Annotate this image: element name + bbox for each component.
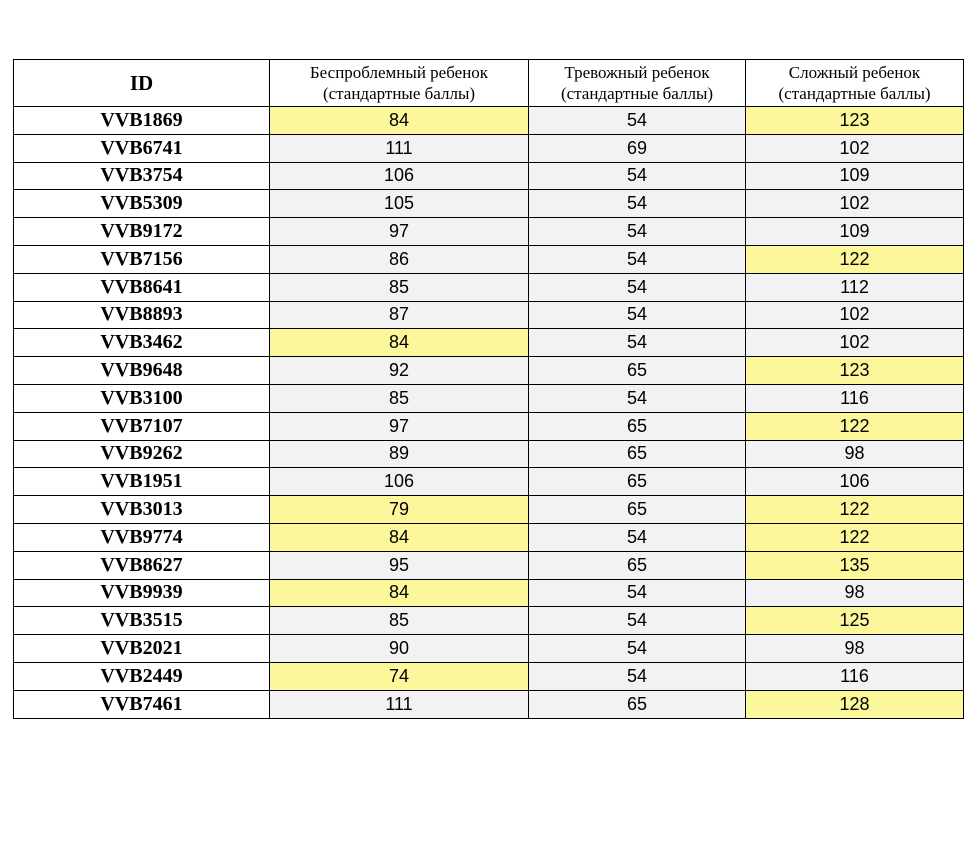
cell-anxious-score: 54 xyxy=(529,273,746,301)
cell-difficult-score: 122 xyxy=(746,523,964,551)
cell-untroubled-score: 106 xyxy=(270,468,529,496)
cell-difficult-score: 123 xyxy=(746,107,964,135)
table-row xyxy=(14,635,964,663)
cell-anxious-score: 54 xyxy=(529,384,746,412)
cell-anxious-score: 65 xyxy=(529,551,746,579)
cell-id: VVB9648 xyxy=(14,357,270,385)
cell-untroubled-score: 79 xyxy=(270,496,529,524)
header-difficult-child xyxy=(746,60,964,107)
table-row xyxy=(14,440,964,468)
table-header xyxy=(14,60,964,107)
header-anxious-child-unit: (стандартные баллы) xyxy=(560,84,714,103)
cell-id: VVB9172 xyxy=(14,218,270,246)
header-difficult-child-title: Сложный ребенок xyxy=(788,63,921,82)
cell-anxious-score: 54 xyxy=(529,662,746,690)
cell-difficult-score: 122 xyxy=(746,245,964,273)
cell-anxious-score: 54 xyxy=(529,301,746,329)
cell-untroubled-score: 111 xyxy=(270,134,529,162)
cell-id: VVB3515 xyxy=(14,607,270,635)
table-row xyxy=(14,273,964,301)
table-row xyxy=(14,662,964,690)
table-row xyxy=(14,412,964,440)
cell-anxious-score: 65 xyxy=(529,357,746,385)
cell-untroubled-score: 106 xyxy=(270,162,529,190)
table-row xyxy=(14,468,964,496)
cell-difficult-score: 109 xyxy=(746,162,964,190)
cell-id: VVB3754 xyxy=(14,162,270,190)
cell-id: VVB1869 xyxy=(14,107,270,135)
cell-anxious-score: 54 xyxy=(529,218,746,246)
cell-untroubled-score: 84 xyxy=(270,579,529,607)
table-row xyxy=(14,107,964,135)
cell-id: VVB6741 xyxy=(14,134,270,162)
header-anxious-child-title: Тревожный ребенок xyxy=(564,63,710,82)
cell-id: VVB7156 xyxy=(14,245,270,273)
header-untroubled-child-title: Беспроблемный ребенок xyxy=(309,63,489,82)
table-row xyxy=(14,496,964,524)
cell-untroubled-score: 105 xyxy=(270,190,529,218)
table-row xyxy=(14,218,964,246)
header-row xyxy=(14,60,964,107)
cell-anxious-score: 65 xyxy=(529,690,746,718)
cell-untroubled-score: 90 xyxy=(270,635,529,663)
cell-untroubled-score: 85 xyxy=(270,607,529,635)
table-row xyxy=(14,190,964,218)
cell-id: VVB9262 xyxy=(14,440,270,468)
table-row xyxy=(14,523,964,551)
cell-untroubled-score: 84 xyxy=(270,107,529,135)
header-id-label: ID xyxy=(129,70,154,95)
table-row xyxy=(14,134,964,162)
cell-anxious-score: 54 xyxy=(529,579,746,607)
cell-difficult-score: 102 xyxy=(746,190,964,218)
cell-id: VVB8641 xyxy=(14,273,270,301)
table-body xyxy=(14,107,964,719)
header-id xyxy=(14,60,270,107)
cell-id: VVB7461 xyxy=(14,690,270,718)
cell-anxious-score: 54 xyxy=(529,245,746,273)
cell-id: VVB5309 xyxy=(14,190,270,218)
cell-id: VVB7107 xyxy=(14,412,270,440)
cell-anxious-score: 54 xyxy=(529,190,746,218)
table-row xyxy=(14,690,964,718)
cell-untroubled-score: 84 xyxy=(270,329,529,357)
cell-untroubled-score: 84 xyxy=(270,523,529,551)
cell-id: VVB3100 xyxy=(14,384,270,412)
cell-anxious-score: 65 xyxy=(529,496,746,524)
cell-difficult-score: 102 xyxy=(746,301,964,329)
table-row xyxy=(14,607,964,635)
cell-difficult-score: 112 xyxy=(746,273,964,301)
cell-untroubled-score: 85 xyxy=(270,384,529,412)
header-difficult-child-unit: (стандартные баллы) xyxy=(778,84,931,103)
cell-difficult-score: 116 xyxy=(746,384,964,412)
cell-difficult-score: 116 xyxy=(746,662,964,690)
table-row xyxy=(14,384,964,412)
cell-anxious-score: 54 xyxy=(529,635,746,663)
cell-anxious-score: 65 xyxy=(529,468,746,496)
cell-untroubled-score: 97 xyxy=(270,412,529,440)
table-row xyxy=(14,245,964,273)
table-row xyxy=(14,162,964,190)
cell-untroubled-score: 95 xyxy=(270,551,529,579)
scores-table xyxy=(13,59,964,719)
cell-difficult-score: 122 xyxy=(746,412,964,440)
cell-untroubled-score: 87 xyxy=(270,301,529,329)
cell-difficult-score: 128 xyxy=(746,690,964,718)
header-untroubled-child xyxy=(270,60,529,107)
cell-untroubled-score: 89 xyxy=(270,440,529,468)
cell-anxious-score: 54 xyxy=(529,523,746,551)
cell-untroubled-score: 111 xyxy=(270,690,529,718)
cell-id: VVB3462 xyxy=(14,329,270,357)
table-row xyxy=(14,579,964,607)
cell-difficult-score: 109 xyxy=(746,218,964,246)
header-untroubled-child-unit: (стандартные баллы) xyxy=(322,84,476,103)
table-row xyxy=(14,551,964,579)
cell-difficult-score: 98 xyxy=(746,579,964,607)
cell-anxious-score: 65 xyxy=(529,440,746,468)
cell-id: VVB2449 xyxy=(14,662,270,690)
cell-untroubled-score: 74 xyxy=(270,662,529,690)
cell-id: VVB3013 xyxy=(14,496,270,524)
cell-difficult-score: 123 xyxy=(746,357,964,385)
cell-id: VVB9939 xyxy=(14,579,270,607)
cell-difficult-score: 102 xyxy=(746,329,964,357)
cell-id: VVB8627 xyxy=(14,551,270,579)
table-row xyxy=(14,357,964,385)
cell-difficult-score: 135 xyxy=(746,551,964,579)
cell-untroubled-score: 97 xyxy=(270,218,529,246)
cell-difficult-score: 102 xyxy=(746,134,964,162)
cell-difficult-score: 98 xyxy=(746,635,964,663)
cell-id: VVB9774 xyxy=(14,523,270,551)
cell-difficult-score: 98 xyxy=(746,440,964,468)
cell-difficult-score: 122 xyxy=(746,496,964,524)
table-row xyxy=(14,301,964,329)
cell-id: VVB8893 xyxy=(14,301,270,329)
cell-untroubled-score: 92 xyxy=(270,357,529,385)
cell-anxious-score: 54 xyxy=(529,607,746,635)
cell-difficult-score: 125 xyxy=(746,607,964,635)
cell-id: VVB1951 xyxy=(14,468,270,496)
cell-untroubled-score: 86 xyxy=(270,245,529,273)
cell-anxious-score: 54 xyxy=(529,162,746,190)
cell-anxious-score: 65 xyxy=(529,412,746,440)
table-row xyxy=(14,329,964,357)
cell-anxious-score: 69 xyxy=(529,134,746,162)
header-anxious-child xyxy=(529,60,746,107)
cell-anxious-score: 54 xyxy=(529,107,746,135)
cell-anxious-score: 54 xyxy=(529,329,746,357)
cell-untroubled-score: 85 xyxy=(270,273,529,301)
cell-difficult-score: 106 xyxy=(746,468,964,496)
cell-id: VVB2021 xyxy=(14,635,270,663)
